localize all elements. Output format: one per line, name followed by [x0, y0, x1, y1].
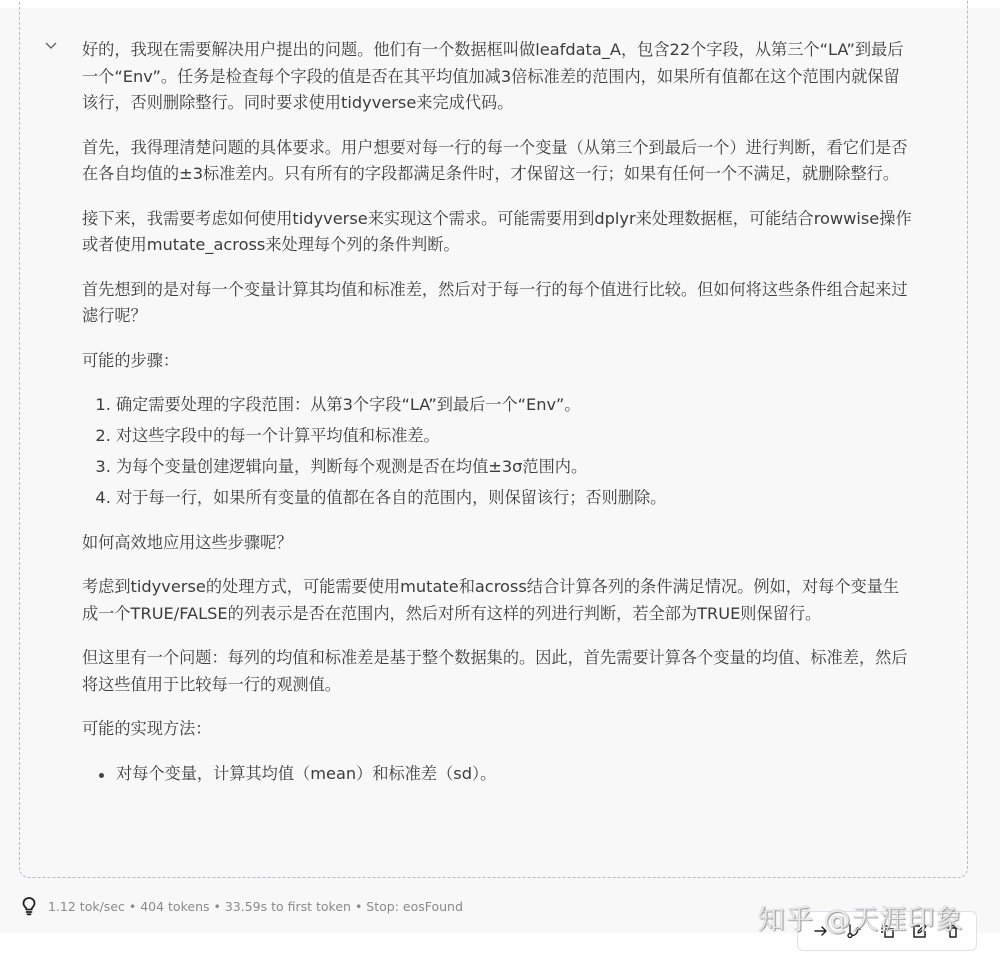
thinking-paragraph: 可能的实现方法： — [82, 719, 212, 738]
step-item: 2. 对这些字段中的每一个计算平均值和标准差。 — [116, 423, 912, 450]
thinking-paragraph: 好的，我现在需要解决用户提出的问题。他们有一个数据框叫做leafdata_A，包含22个字段，从第三个“LA”到最后一个“Env”。任务是检查每个字段的值是否在其平均值加减3倍标准差的范围内，如果所有值都在这个范围内就保留该行，否则删除整行。同时要求使用tidyverse来完成代码。 — [82, 40, 904, 112]
generation-stats — [20, 895, 463, 917]
thinking-paragraph: 可能的步骤： — [82, 350, 180, 370]
copy-icon — [879, 923, 895, 939]
thinking-content — [82, 37, 912, 787]
bullet-list — [82, 761, 912, 788]
branch-icon — [846, 923, 862, 939]
step-item: 1. 确定需要处理的字段范围：从第3个字段“LA”到最后一个“Env”。 — [116, 392, 912, 419]
lightbulb-icon — [20, 896, 38, 916]
copy-button[interactable] — [875, 919, 899, 943]
edit-icon — [912, 923, 928, 939]
thinking-paragraph: 首先想到的是对每一个变量计算其均值和标准差，然后对于每一行的每个值进行比较。但如何将这些条件组合起来过滤行呢？ — [82, 279, 908, 325]
thinking-paragraph: 接下来，我需要考虑如何使用tidyverse来实现这个需求。可能需要用到dplyr来处理数据框，可能结合rowwise操作或者使用mutate_across来处理每个列的条件判断。 — [82, 208, 912, 254]
message-actions-bar — [797, 911, 977, 951]
delete-button[interactable] — [941, 919, 965, 943]
thinking-paragraph: 考虑到tidyverse的处理方式，可能需要使用mutate和across结合计算各列的条件满足情况。例如，对每个变量生成一个TRUE/FALSE的列表示是否在范围内，然后对所有这样的列进行判断，若全部为TRUE则保留行。 — [82, 577, 900, 623]
stats-text: 1.12 tok/sec • 404 tokens • 33.59s to first token • Stop: eosFound — [48, 898, 463, 914]
continue-button[interactable] — [809, 919, 833, 943]
bullet-item: 对每个变量，计算其均值（mean）和标准差（sd）。 — [116, 761, 912, 788]
thinking-paragraph: 首先，我得理清楚问题的具体要求。用户想要对每一行的每一个变量（从第三个到最后一个）进行判断，看它们是否在各自均值的±3标准差内。只有所有的字段都满足条件时，才保留这一行；如果有任何一个不满足，就删除整行。 — [82, 137, 908, 183]
thinking-paragraph: 如何高效地应用这些步骤呢？ — [82, 532, 293, 552]
step-item: 3. 为每个变量创建逻辑向量，判断每个观测是否在均值±3σ范围内。 — [116, 454, 912, 481]
step-item: 4. 对于每一行，如果所有变量的值都在各自的范围内，则保留该行；否则删除。 — [116, 485, 912, 512]
collapse-chevron-icon[interactable] — [44, 36, 58, 48]
trash-icon — [945, 923, 961, 939]
thinking-paragraph: 但这里有一个问题：每列的均值和标准差是基于整个数据集的。因此，首先需要计算各个变量的均值、标准差，然后将这些值用于比较每一行的观测值。 — [82, 648, 908, 694]
edit-button[interactable] — [908, 919, 932, 943]
branch-button[interactable] — [842, 919, 866, 943]
watermark: 知乎 @天涯印象 — [758, 905, 964, 936]
arrow-right-icon — [813, 923, 829, 939]
steps-list — [82, 392, 912, 512]
